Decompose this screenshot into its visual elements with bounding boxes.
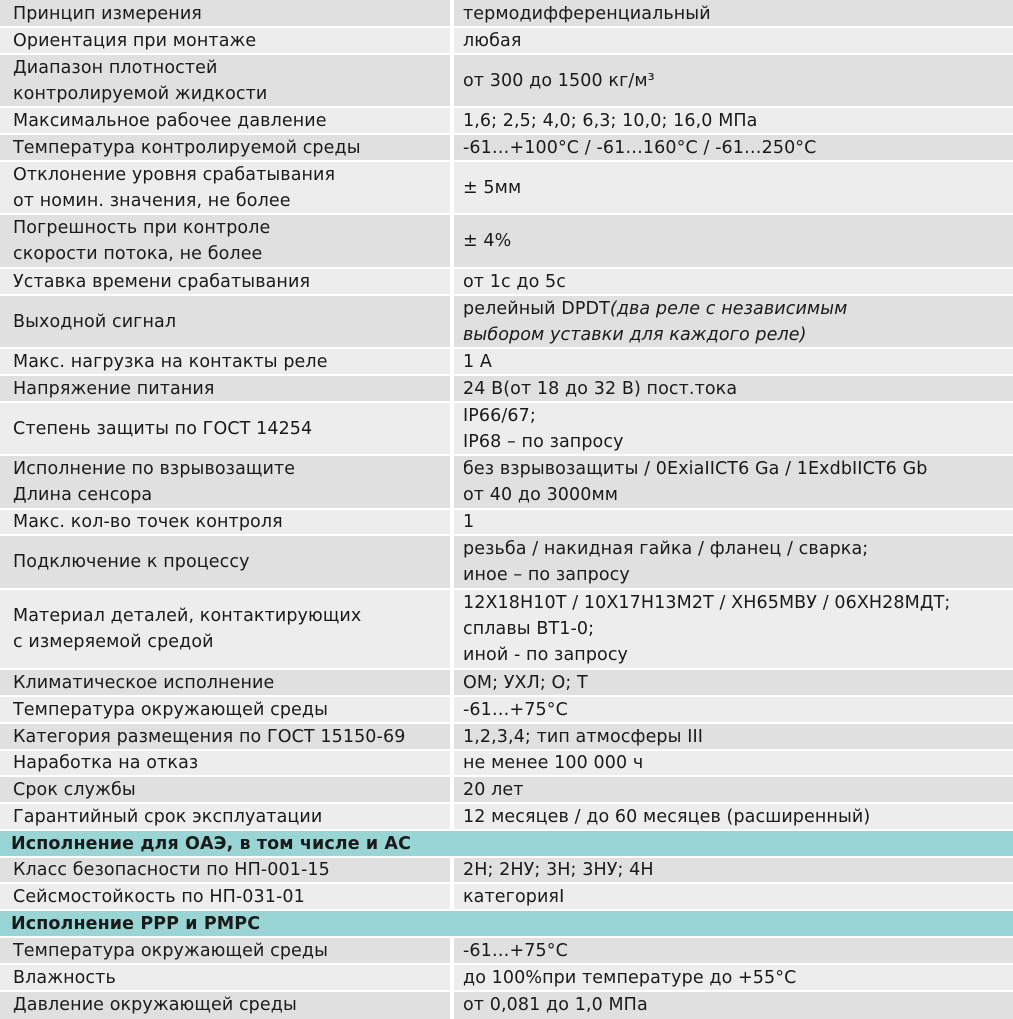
row-divider [0, 401, 1013, 403]
parameter-text: Срок службы [13, 779, 136, 800]
value-line [463, 296, 847, 322]
parameter-line: Диапазон плотностей [13, 57, 218, 78]
table-row [0, 107, 1013, 134]
value-cell [454, 54, 1013, 107]
value-text: 1,2,3,4; тип атмосферы III [463, 726, 704, 747]
table-row [0, 937, 1013, 964]
row-divider [0, 347, 1013, 349]
value-cell [454, 455, 1013, 509]
row-divider [0, 133, 1013, 135]
value-cell [454, 723, 1013, 750]
value-text: 2Н; 2НУ; 3Н; 3НУ; 4Н [463, 860, 654, 880]
parameter-cell [0, 803, 450, 830]
row-divider [0, 882, 1013, 884]
table-row [0, 27, 1013, 54]
value-text: 1,6; 2,5; 4,0; 6,3; 10,0; 16,0 МПа [463, 110, 758, 131]
parameter-text: Максимальное рабочее давление [13, 110, 327, 131]
row-divider [0, 213, 1013, 215]
parameter-cell [0, 857, 450, 883]
value-cell [454, 535, 1013, 589]
parameter-text: Давление окружающей среды [13, 995, 297, 1015]
parameter-cell [0, 27, 450, 54]
value-cell [454, 883, 1013, 910]
parameter-cell [0, 776, 450, 803]
parameter-cell [0, 375, 450, 402]
row-divider [0, 775, 1013, 777]
parameter-cell [0, 669, 450, 696]
value-text: до 100%при температуре до +55°С [463, 967, 797, 988]
row-divider [0, 26, 1013, 28]
row-divider [0, 508, 1013, 510]
value-text: ± 4% [463, 231, 512, 251]
value-text: от 300 до 1500 кг/м³ [463, 70, 655, 91]
table-row [0, 0, 1013, 27]
value-cell [454, 375, 1013, 402]
parameter-text: Сейсмостойкость по НП-031-01 [13, 886, 305, 907]
value-note: (два реле с независимым [609, 298, 848, 319]
value-text: не менее 100 000 ч [463, 753, 644, 773]
parameter-cell [0, 991, 450, 1019]
row-divider [0, 722, 1013, 724]
value-cell [454, 803, 1013, 830]
parameter-lines [13, 55, 267, 107]
row-divider [0, 668, 1013, 670]
table-row [0, 161, 1013, 214]
parameter-cell [0, 161, 450, 214]
section-title [0, 910, 1013, 937]
value-lines [463, 536, 868, 588]
value-line: сплавы ВТ1-0; [463, 619, 595, 639]
row-divider [0, 374, 1013, 376]
table-row [0, 509, 1013, 535]
parameter-cell [0, 883, 450, 910]
table-row [0, 214, 1013, 268]
table-row [0, 696, 1013, 723]
table-row [0, 803, 1013, 830]
table-row [0, 134, 1013, 161]
parameter-cell [0, 0, 450, 27]
value-cell [454, 857, 1013, 883]
row-divider [0, 749, 1013, 751]
value-line: иной - по запросу [463, 645, 629, 665]
parameter-line: Материал деталей, контактирующих [13, 606, 362, 626]
value-line: 12Х18Н10Т / 10Х17Н13М2Т / ХН65МВУ / 06ХН28МДТ; [463, 593, 951, 613]
row-divider [0, 963, 1013, 965]
parameter-text: Макс. нагрузка на контакты реле [13, 351, 328, 372]
parameter-cell [0, 107, 450, 134]
value-text: 1 А [463, 351, 492, 372]
table-row [0, 268, 1013, 295]
table-row [0, 857, 1013, 883]
parameter-lines [13, 603, 361, 655]
value-text: любая [463, 30, 522, 51]
parameter-line: с измеряемой средой [13, 632, 214, 652]
parameter-cell [0, 455, 450, 509]
table-row [0, 402, 1013, 455]
value-cell [454, 509, 1013, 535]
parameter-text: Температура окружающей среды [13, 699, 329, 720]
value-cell [454, 214, 1013, 268]
parameter-cell [0, 402, 450, 455]
row-divider [0, 160, 1013, 162]
row-divider [0, 53, 1013, 55]
value-lines [463, 590, 950, 668]
parameter-text: Подключение к процессу [13, 552, 250, 572]
value-cell [454, 27, 1013, 54]
value-lines [463, 403, 624, 455]
parameter-cell [0, 134, 450, 161]
value-text: от 0,081 до 1,0 МПа [463, 995, 648, 1015]
value-lines [463, 456, 927, 508]
parameter-lines [13, 456, 295, 508]
parameter-cell [0, 696, 450, 723]
value-text: от 1с до 5с [463, 271, 567, 292]
value-cell [454, 964, 1013, 991]
row-divider [0, 454, 1013, 456]
row-divider [0, 936, 1013, 938]
section-title [0, 830, 1013, 857]
parameter-lines [13, 215, 270, 267]
table-row [0, 723, 1013, 750]
parameter-cell [0, 750, 450, 776]
value-line: без взрывозащиты / 0ExiaIICT6 Ga / 1ExdbIICT6 Gb [463, 459, 928, 479]
row-divider [0, 802, 1013, 804]
value-text: -61…+100°С / -61…160°С / -61…250°С [463, 137, 817, 158]
parameter-text: Степень защиты по ГОСТ 14254 [13, 418, 313, 439]
section-header [0, 910, 1013, 937]
section-header [0, 830, 1013, 857]
value-cell [454, 348, 1013, 375]
parameter-cell [0, 295, 450, 348]
table-row [0, 589, 1013, 669]
table-row [0, 964, 1013, 991]
row-divider [0, 534, 1013, 536]
parameter-line: Исполнение по взрывозащите [13, 459, 296, 479]
table-row [0, 883, 1013, 910]
parameter-text: Температура окружающей среды [13, 940, 329, 961]
row-divider [0, 267, 1013, 269]
value-cell [454, 402, 1013, 455]
parameter-text: Температура контролируемой среды [13, 137, 361, 158]
value-text: 12 месяцев / до 60 месяцев (расширенный) [463, 806, 871, 827]
value-cell [454, 991, 1013, 1019]
parameter-cell [0, 54, 450, 107]
parameter-text: Климатическое исполнение [13, 672, 275, 693]
parameter-cell [0, 589, 450, 669]
parameter-lines [13, 162, 335, 214]
value-line: от 40 до 3000мм [463, 485, 619, 505]
value-cell [454, 161, 1013, 214]
value-cell [454, 295, 1013, 348]
table-row [0, 669, 1013, 696]
value-lines [463, 296, 847, 348]
parameter-cell [0, 937, 450, 964]
row-divider [0, 588, 1013, 590]
value-cell [454, 589, 1013, 669]
row-divider [0, 294, 1013, 296]
table-row [0, 295, 1013, 348]
parameter-text: Гарантийный срок эксплуатации [13, 806, 323, 827]
parameter-text: Напряжение питания [13, 378, 215, 399]
parameter-cell [0, 964, 450, 991]
table-row [0, 776, 1013, 803]
parameter-text: Макс. кол-во точек контроля [13, 512, 283, 532]
table-row [0, 455, 1013, 509]
parameter-text: Класс безопасности по НП-001-15 [13, 860, 330, 880]
value-note: выбором уставки для каждого реле) [463, 324, 807, 345]
table-row [0, 348, 1013, 375]
table-row [0, 750, 1013, 776]
parameter-cell [0, 348, 450, 375]
value-text: 20 лет [463, 779, 524, 800]
parameter-text: Выходной сигнал [13, 311, 177, 332]
value-cell [454, 696, 1013, 723]
value-cell [454, 268, 1013, 295]
value-line: IP66/67; [463, 405, 536, 426]
value-text: ОМ; УХЛ; О; Т [463, 672, 588, 693]
parameter-text: Категория размещения по ГОСТ 15150-69 [13, 726, 406, 747]
parameter-text: Ориентация при монтаже [13, 30, 257, 51]
parameter-cell [0, 509, 450, 535]
row-divider [0, 106, 1013, 108]
row-divider [0, 695, 1013, 697]
parameter-text: Наработка на отказ [13, 753, 199, 773]
table-row [0, 535, 1013, 589]
row-divider [0, 856, 1013, 858]
row-divider [0, 909, 1013, 911]
parameter-cell [0, 535, 450, 589]
parameter-line: Отклонение уровня срабатывания [13, 164, 336, 185]
row-divider [0, 829, 1013, 831]
parameter-line: контролируемой жидкости [13, 83, 268, 104]
value-cell [454, 776, 1013, 803]
value-cell [454, 750, 1013, 776]
value-cell [454, 0, 1013, 27]
parameter-line: скорости потока, не более [13, 244, 263, 264]
parameter-text: Влажность [13, 967, 116, 988]
value-line: IP68 – по запросу [463, 431, 624, 452]
value-text: 1 [463, 512, 475, 532]
value-text: -61…+75°С [463, 940, 568, 961]
value-text: категорияI [463, 886, 565, 907]
value-text: -61…+75°С [463, 699, 568, 720]
parameter-cell [0, 214, 450, 268]
value-text: релейный DPDT [463, 298, 610, 319]
table-row [0, 375, 1013, 402]
parameter-cell [0, 268, 450, 295]
parameter-line: Погрешность при контроле [13, 218, 271, 238]
value-cell [454, 134, 1013, 161]
value-text: термодифференциальный [463, 3, 711, 24]
value-text: ± 5мм [463, 177, 522, 198]
section-title-text: Исполнение РРР и РМРС [11, 913, 261, 934]
parameter-line: от номин. значения, не более [13, 190, 291, 211]
table-row [0, 54, 1013, 107]
table-row [0, 991, 1013, 1019]
value-line: резьба / накидная гайка / фланец / сварка; [463, 539, 869, 559]
parameter-text: Принцип измерения [13, 3, 202, 24]
value-cell [454, 669, 1013, 696]
value-cell [454, 937, 1013, 964]
parameter-line: Длина сенсора [13, 485, 153, 505]
row-divider [0, 990, 1013, 992]
parameter-text: Уставка времени срабатывания [13, 271, 311, 292]
value-cell [454, 107, 1013, 134]
value-text: 24 В(от 18 до 32 В) пост.тока [463, 378, 738, 399]
parameter-cell [0, 723, 450, 750]
value-line: иное – по запросу [463, 565, 630, 585]
section-title-text: Исполнение для ОАЭ, в том числе и АС [11, 833, 412, 854]
